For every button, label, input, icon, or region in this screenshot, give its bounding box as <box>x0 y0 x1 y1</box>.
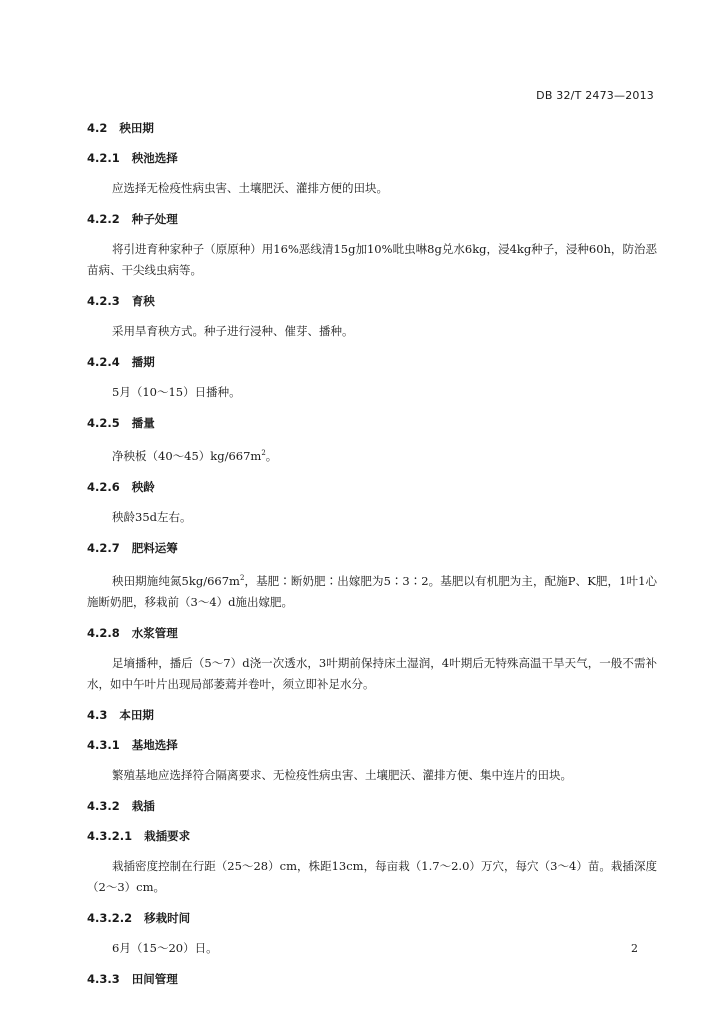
document-code: DB 32/T 2473—2013 <box>536 89 654 102</box>
section-paragraph: 5月（10～15）日播种。 <box>112 385 241 399</box>
section-paragraph: 栽插密度控制在行距（25～28）cm，株距13cm，每亩栽（1.7～2.0）万穴，每穴（3～4）苗。栽插深度（2～3）cm。 <box>87 858 657 894</box>
section-heading: 4.3.2 栽插 <box>87 798 155 813</box>
section-heading: 4.2.4 播期 <box>87 355 155 369</box>
section-heading: 4.3 本田期 <box>87 707 154 722</box>
section-paragraph: 6月（15～20）日。 <box>112 940 218 955</box>
page-number: 2 <box>631 942 638 955</box>
section-paragraph: 足墒播种，播后（5～7）d浇一次透水，3叶期前保持床土湿润，4叶期后无特殊高温干旱天气，一般不需补水，如中午叶片出现局部萎蔫并卷叶，须立即补足水分。 <box>87 655 657 691</box>
section-heading: 4.3.2.1 栽插要求 <box>87 828 191 843</box>
section-paragraph: 应选择无检疫性病虫害、土壤肥沃、灌排方便的田块。 <box>112 181 388 195</box>
section-heading: 4.2.6 秧龄 <box>87 479 155 494</box>
section-heading: 4.2.8 水浆管理 <box>87 625 178 640</box>
section-heading: 4.2.3 育秧 <box>87 294 155 308</box>
section-heading: 4.3.2.2 移栽时间 <box>87 910 191 925</box>
section-heading: 4.2.7 肥料运筹 <box>87 540 178 555</box>
section-heading: 4.3.1 基地选择 <box>87 737 178 752</box>
section-paragraph: 繁殖基地应选择符合隔离要求、无检疫性病虫害、土壤肥沃、灌排方便、集中连片的田块。 <box>112 767 572 782</box>
section-heading: 4.3.3 田间管理 <box>87 971 178 986</box>
section-heading: 4.2 秧田期 <box>87 121 154 135</box>
section-paragraph: 秧田期施纯氮$5kg/667m^2$，基肥∶断奶肥∶出嫁肥为5∶3∶2。基肥以有机肥为主，配施P、K肥，1叶1心施断奶肥，移栽前（3～4）d施出嫁肥。 <box>87 573 657 609</box>
section-heading: 4.2.1 秧池选择 <box>87 151 178 165</box>
section-heading: 4.2.2 种子处理 <box>87 212 178 226</box>
section-paragraph: 将引进育种家种子（原原种）用16%恶线清15g加10%吡虫啉8g兑水6kg，浸4kg种子，浸种60h，防治恶苗病、干尖线虫病等。 <box>87 242 657 277</box>
section-paragraph: 净秧板$(40\sim 45)kg/667m^2$。 <box>112 448 278 463</box>
section-paragraph: 采用旱育秧方式。种子进行浸种、催芽、播种。 <box>112 324 354 338</box>
section-paragraph: 秧龄35d左右。 <box>112 509 192 524</box>
document-body <box>87 118 657 989</box>
section-heading: 4.2.5 播量 <box>87 416 155 430</box>
